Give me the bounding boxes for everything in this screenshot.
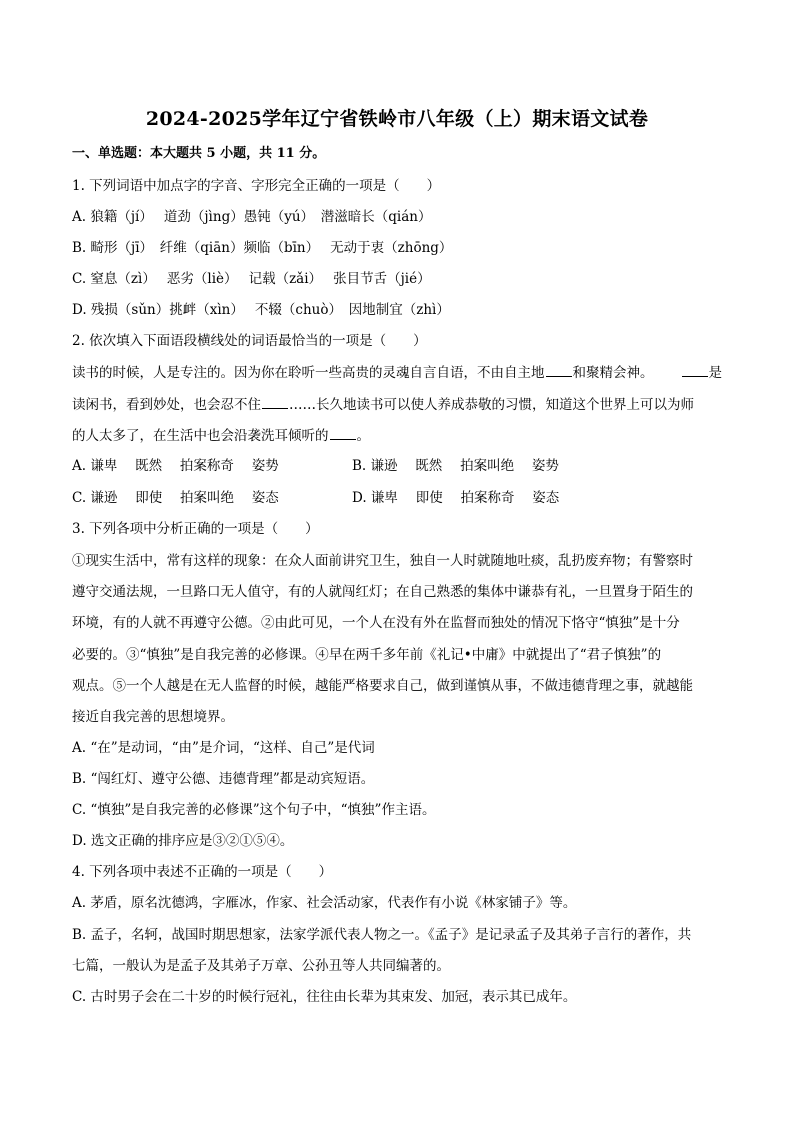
q1-option-b: B. 畸形（jī） 纤维（qiān）频临（bīn） 无动于衷（zhōng） bbox=[72, 240, 453, 256]
q3-passage-line: ①现实生活中，常有这样的现象：在众人面前讲究卫生，独自一人时就随地吐痰，乱扔废弃物；有警察时 bbox=[72, 553, 693, 569]
fill-blank bbox=[546, 364, 572, 377]
q3-passage-line: 必要的。③“慎独”是自我完善的必修课。④早在两千多年前《礼记•中庸》中就提出了“君子慎独”的 bbox=[72, 647, 662, 663]
q4-option-b: B. 孟子，名轲，战国时期思想家，法家学派代表人物之一。《孟子》是记录孟子及其弟子言行的著作，共 bbox=[72, 927, 692, 943]
q3-passage-line: 环境，有的人就不再遵守公德。②由此可见，一个人在没有外在监督而独处的情况下恪守“慎独”是十分 bbox=[72, 615, 680, 631]
q2-text: 和聚精会神。 bbox=[572, 365, 654, 381]
q2-text: 。 bbox=[356, 428, 370, 444]
q2-option-c: C. 谦逊 即使 拍案叫绝 姿态 bbox=[72, 490, 279, 506]
q3-option-b: B. “闯红灯、遵守公德、违德背理”都是动宾短语。 bbox=[72, 771, 375, 787]
q3-passage-line: 遵守交通法规，一旦路口无人值守，有的人就闯红灯；在自己熟悉的集体中谦恭有礼，一旦置身于陌生的 bbox=[72, 584, 693, 600]
q3-passage-line: 接近自我完善的思想境界。 bbox=[72, 709, 234, 725]
q1-option-a: A. 狼籍（jí） 道劲（jìng）愚钝（yú） 潜滋暗长（qián） bbox=[72, 209, 432, 225]
q2-passage-line-2 bbox=[72, 395, 694, 415]
q4-option-c: C. 古时男子会在二十岁的时候行冠礼，往往由长辈为其束发、加冠，表示其已成年。 bbox=[72, 989, 577, 1005]
q2-stem: 2. 依次填入下面语段横线处的词语最恰当的一项是（ ） bbox=[72, 333, 427, 349]
q2-option-d: D. 谦卑 即使 拍案称奇 姿态 bbox=[352, 490, 560, 506]
q1-stem: 1. 下列词语中加点字的字音、字形完全正确的一项是（ ） bbox=[72, 178, 441, 194]
q2-option-a: A. 谦卑 既然 拍案称奇 姿势 bbox=[72, 458, 279, 474]
q3-option-c: C. “慎独”是自我完善的必修课”这个句子中，“慎独”作主语。 bbox=[72, 802, 436, 818]
q3-option-a: A. “在”是动词，“由”是介词，“这样、自己”是代词 bbox=[72, 740, 375, 756]
q4-option-b-cont: 七篇，一般认为是孟子及其弟子万章、公孙丑等人共同编著的。 bbox=[72, 958, 450, 974]
q2-text: 读书的时候，人是专注的。因为你在聆听一些高贵的灵魂自言自语，不由自主地 bbox=[72, 365, 545, 381]
section-heading: 一、单选题：本大题共 5 小题，共 11 分。 bbox=[72, 146, 326, 161]
q4-option-a: A. 茅盾，原名沈德鸿，字雁冰，作家、社会活动家，代表作有小说《林家铺子》等。 bbox=[72, 895, 577, 911]
q1-option-d: D. 残损（sǔn）挑衅（xìn） 不辍（chuò） 因地制宜（zhì） bbox=[72, 302, 450, 318]
q2-text: 是 bbox=[708, 365, 722, 381]
exam-title: 2024-2025学年辽宁省铁岭市八年级（上）期末语文试卷 bbox=[145, 108, 649, 130]
q2-text: 读闲书，看到妙处，也会忍不住 bbox=[72, 397, 261, 413]
fill-blank bbox=[330, 427, 356, 440]
q2-option-b: B. 谦逊 既然 拍案叫绝 姿势 bbox=[352, 458, 559, 474]
fill-blank bbox=[262, 396, 288, 409]
q3-passage-line: 观点。⑤一个人越是在无人监督的时候，越能严格要求自己，做到谨慎从事，不做违德背理之事，就越能 bbox=[72, 678, 693, 694]
q4-stem: 4. 下列各项中表述不正确的一项是（ ） bbox=[72, 864, 333, 880]
q2-passage-line-1 bbox=[72, 363, 722, 383]
q3-stem: 3. 下列各项中分析正确的一项是（ ） bbox=[72, 521, 319, 537]
q1-option-c: C. 窒息（zì） 恶劣（liè） 记载（zǎi） 张目节舌（jié） bbox=[72, 271, 431, 287]
q3-option-d: D. 选文正确的排序应是③②①⑤④。 bbox=[72, 833, 294, 849]
q2-text: 的人太多了，在生活中也会沿袭洗耳倾听的 bbox=[72, 428, 329, 444]
q2-passage-line-3 bbox=[72, 426, 370, 446]
fill-blank bbox=[682, 364, 708, 377]
q2-text: ……长久地读书可以使人养成恭敬的习惯，知道这个世界上可以为师 bbox=[289, 397, 694, 413]
